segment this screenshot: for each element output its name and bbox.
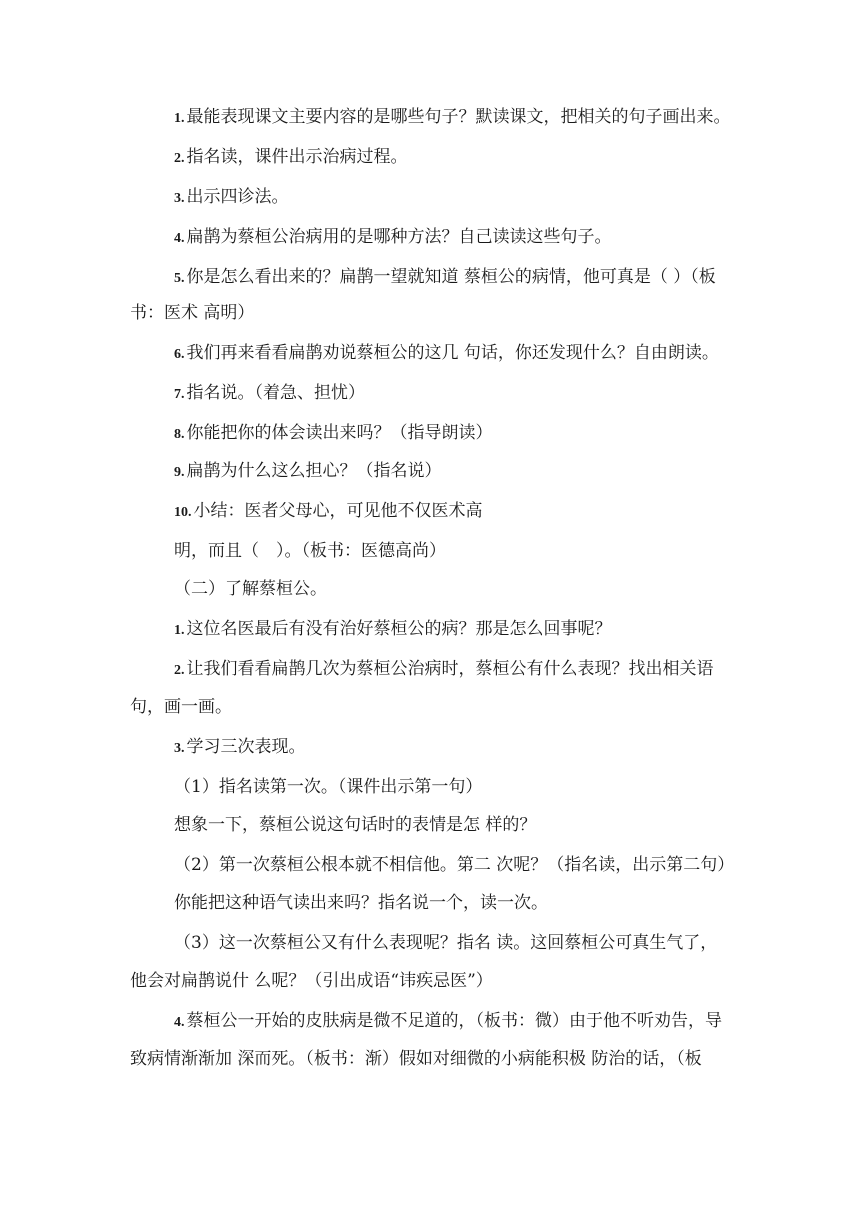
sub-item [174,854,734,876]
item-number: 1. [174,623,185,638]
paragraph-line [130,970,493,992]
sub-item [174,776,482,798]
item-text: 书：医术 高明） [130,303,255,323]
list-item [174,226,612,250]
item-text: 扁鹊为什么这么担心？（指名说） [186,461,442,481]
list-item [174,618,612,642]
item-number: 4. [174,231,185,246]
list-item [174,422,493,446]
item-text: （二）了解蔡桓公。 [174,579,327,599]
list-item [174,146,408,170]
sub-item [174,932,717,954]
list-item [174,1010,722,1034]
list-item-continuation [174,540,446,562]
item-text: 蔡桓公一开始的皮肤病是微不足道的，（板书：微）由于他不听劝告，导 [186,1011,722,1031]
item-number: 2. [174,663,185,678]
item-number: 2. [174,151,185,166]
list-item [174,342,719,366]
item-text: 你能把这种语气读出来吗？指名说一个，读一次。 [174,893,548,913]
item-text: 想象一下，蔡桓公说这句话时的表情是怎 样的？ [174,815,537,835]
item-text: （2）第一次蔡桓公根本就不相信他。第二 次呢？（指名读，出示第二句） [174,855,735,875]
item-text: 你能把你的体会读出来吗？（指导朗读） [186,423,493,443]
item-text: 学习三次表现。 [186,737,306,757]
list-item [174,382,365,406]
list-item-continuation [130,302,254,324]
item-number: 8. [174,427,185,442]
item-number: 9. [174,465,185,480]
list-item-continuation [130,1048,702,1070]
item-text: 小结：医者父母心，可见他不仅医术高 [193,501,483,521]
list-item [174,266,716,290]
item-number: 4. [174,1015,185,1030]
item-number: 3. [174,741,185,756]
item-number: 3. [174,191,185,206]
list-item [174,186,289,210]
list-item [174,736,306,760]
item-text: 这位名医最后有没有治好蔡桓公的病？那是怎么回事呢？ [186,619,612,639]
item-text: 句，画一画。 [130,697,232,717]
item-text: 我们再来看看扁鹊劝说蔡桓公的这几 句话，你还发现什么？自由朗读。 [186,343,719,363]
item-text: 扁鹊为蔡桓公治病用的是哪种方法？自己读读这些句子。 [186,227,612,247]
item-text: 致病情渐渐加 深而死。（板书：渐）假如对细微的小病能积极 防治的话，（板 [130,1049,702,1069]
section-heading [174,578,327,600]
item-number: 1. [174,111,185,126]
item-text: （3）这一次蔡桓公又有什么表现呢？指名 读。这回蔡桓公可真生气了， [174,933,718,953]
item-text: （1）指名读第一次。（课件出示第一句） [174,777,483,797]
item-text: 让我们看看扁鹊几次为蔡桓公治病时，蔡桓公有什么表现？找出相关语 [186,659,714,679]
item-text: 最能表现课文主要内容的是哪些句子？默读课文，把相关的句子画出来。 [186,107,731,127]
list-item [174,500,483,524]
item-text: 他会对扁鹊说什 么呢？（引出成语“讳疾忌医”） [130,971,493,991]
item-text: 出示四诊法。 [186,187,289,207]
item-text: 指名说。（着急、担忧） [186,383,365,403]
list-item [174,460,442,484]
list-item-continuation [130,696,232,718]
list-item [174,658,714,682]
paragraph-line [174,892,548,914]
item-text: 指名读，课件出示治病过程。 [186,147,408,167]
list-item [174,106,731,130]
item-number: 6. [174,347,185,362]
paragraph-line [174,814,536,836]
item-text: 明，而且（ ）。（板书：医德高尚） [174,541,446,561]
item-number: 7. [174,387,185,402]
item-number: 5. [174,271,185,286]
item-text: 你是怎么看出来的？扁鹊一望就知道 蔡桓公的病情，他可真是（ ）（板 [186,267,716,287]
item-number: 10. [174,505,192,520]
